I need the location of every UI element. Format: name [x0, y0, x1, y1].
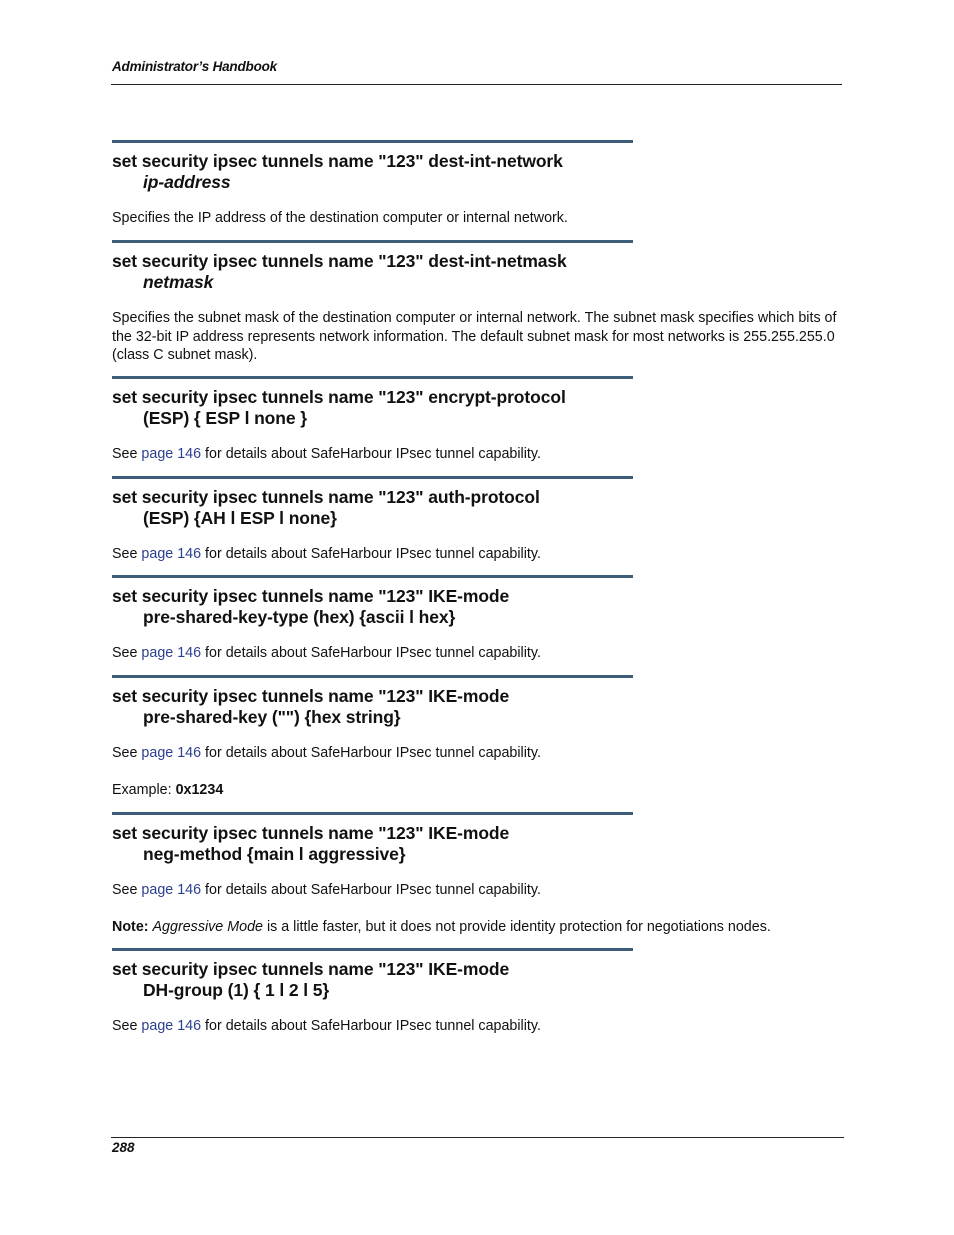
command-entry-pre-shared-key-type — [112, 575, 842, 663]
note-body: is a little faster, but it does not provide identity protection for negotiations nodes. — [262, 918, 771, 935]
command-entry-dest-int-network — [112, 140, 842, 228]
example-text — [112, 781, 842, 800]
header-rule — [111, 84, 842, 85]
example-label: Example: — [112, 781, 176, 798]
command-text: set security ipsec tunnels name "123" encrypt-protocol — [112, 387, 566, 407]
command-text: set security ipsec tunnels name "123" IKE-mode — [112, 586, 510, 606]
section-bar — [112, 675, 633, 678]
see-suffix: for details about SafeHarbour IPsec tunnel capability. — [201, 745, 541, 761]
page-link[interactable]: page 146 — [141, 882, 202, 898]
command-heading — [112, 151, 842, 192]
command-options: (ESP) { ESP l none } — [143, 407, 307, 428]
section-bar — [112, 376, 633, 379]
section-bar — [112, 575, 633, 578]
see-prefix: See — [112, 745, 142, 761]
command-options: DH-group (1) { 1 l 2 l 5} — [143, 979, 330, 1000]
command-text: set security ipsec tunnels name "123" IKE-mode — [112, 823, 510, 843]
section-bar — [112, 812, 633, 815]
command-text: set security ipsec tunnels name "123" auth-protocol — [112, 487, 540, 507]
section-bar — [112, 140, 633, 143]
running-header: Administrator’s Handbook — [112, 59, 277, 74]
page-link[interactable]: page 146 — [141, 1018, 202, 1034]
command-text: set security ipsec tunnels name "123" IKE-mode — [112, 959, 510, 979]
command-heading — [112, 959, 842, 1000]
example-value: 0x1234 — [175, 781, 224, 798]
command-description: Specifies the subnet mask of the destination computer or internal network. The subnet mask specifies which bits of the 32-bit IP address represents network information. The default subnet mask for most networks is 255.255.255.0 (class C subnet mask). — [112, 310, 837, 363]
command-options: pre-shared-key-type (hex) {ascii l hex} — [143, 606, 456, 627]
command-text: set security ipsec tunnels name "123" dest-int-netmask — [112, 251, 567, 271]
page-link[interactable]: page 146 — [141, 546, 202, 562]
see-also-text — [112, 744, 842, 763]
command-entry-dest-int-netmask — [112, 240, 842, 365]
command-parameter: ip-address — [143, 171, 231, 192]
see-also-text — [112, 545, 842, 564]
command-heading — [112, 586, 842, 627]
command-text: set security ipsec tunnels name "123" dest-int-network — [112, 151, 563, 171]
section-bar — [112, 476, 633, 479]
note-term: Aggressive Mode — [152, 918, 263, 935]
note-label: Note: — [112, 918, 153, 935]
see-also-text — [112, 1017, 842, 1036]
command-entry-auth-protocol — [112, 476, 842, 564]
page-link[interactable]: page 146 — [141, 446, 202, 462]
see-prefix: See — [112, 1018, 142, 1034]
see-prefix: See — [112, 446, 142, 462]
command-text: set security ipsec tunnels name "123" IKE-mode — [112, 686, 510, 706]
command-heading — [112, 487, 842, 528]
note-text — [112, 918, 842, 937]
command-options: (ESP) {AH l ESP l none} — [143, 507, 337, 528]
see-also-text — [112, 644, 842, 663]
see-prefix: See — [112, 645, 142, 661]
see-prefix: See — [112, 546, 142, 562]
command-options: pre-shared-key ("") {hex string} — [143, 706, 401, 727]
footer-rule — [111, 1137, 844, 1138]
see-suffix: for details about SafeHarbour IPsec tunnel capability. — [201, 645, 541, 661]
command-options: neg-method {main l aggressive} — [143, 843, 406, 864]
page-link[interactable]: page 146 — [141, 745, 202, 761]
command-heading — [112, 251, 842, 292]
see-also-text — [112, 881, 842, 900]
see-suffix: for details about SafeHarbour IPsec tunnel capability. — [201, 446, 541, 462]
command-description: Specifies the IP address of the destination computer or internal network. — [112, 210, 568, 226]
command-heading — [112, 686, 842, 727]
see-prefix: See — [112, 882, 142, 898]
section-bar — [112, 948, 633, 951]
command-entry-neg-method — [112, 812, 842, 936]
command-parameter: netmask — [143, 271, 214, 292]
see-suffix: for details about SafeHarbour IPsec tunnel capability. — [201, 1018, 541, 1034]
page-link[interactable]: page 146 — [141, 645, 202, 661]
see-also-text — [112, 445, 842, 464]
see-suffix: for details about SafeHarbour IPsec tunnel capability. — [201, 882, 541, 898]
command-heading — [112, 387, 842, 428]
section-bar — [112, 240, 633, 243]
command-entry-pre-shared-key — [112, 675, 842, 799]
command-entry-dh-group — [112, 948, 842, 1036]
see-suffix: for details about SafeHarbour IPsec tunnel capability. — [201, 546, 541, 562]
page-number: 288 — [112, 1140, 135, 1155]
command-heading — [112, 823, 842, 864]
command-entry-encrypt-protocol — [112, 376, 842, 464]
